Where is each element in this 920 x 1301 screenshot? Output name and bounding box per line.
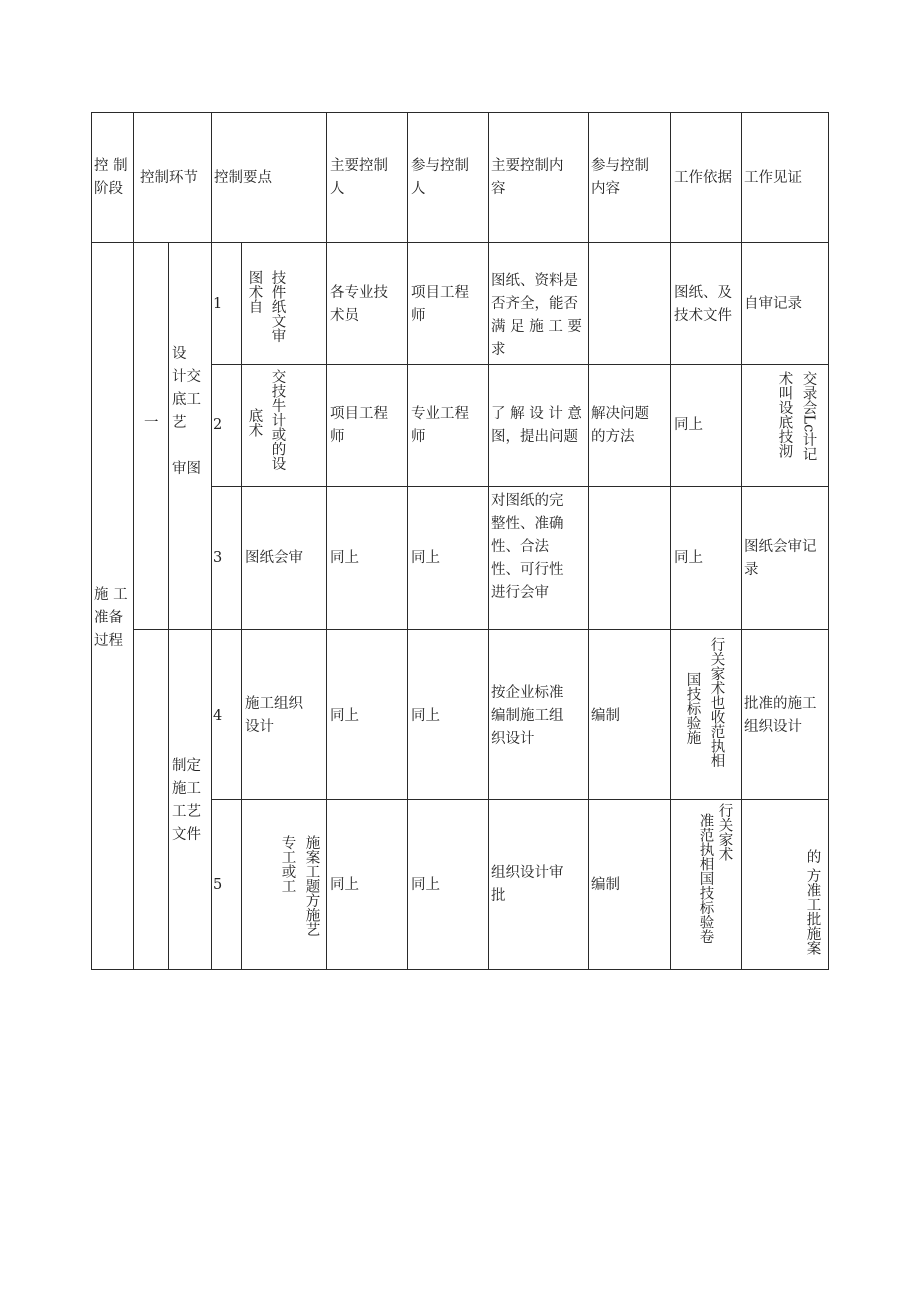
row5-basis-col-a: 行关家术: [716, 803, 733, 861]
row3-evidence: 图纸会审记 录: [744, 539, 817, 578]
row1-point-col-b: 图术自: [246, 270, 263, 314]
row2-part-content: 解决问题 的方法: [591, 406, 649, 445]
col-line-link: [211, 112, 212, 970]
row4-part-person: 同上: [330, 708, 359, 724]
col-line-part-person: [488, 112, 489, 970]
row2-main-content: 了 解 设 计 意 图，提出问题: [491, 406, 582, 445]
section2-link: 制定 施工 工艺 文件: [172, 758, 201, 843]
col-line-sub: [168, 242, 169, 970]
row4-main-content: 按企业标准 编制施工组 织设计: [491, 685, 564, 747]
row2-main-person: 项目工程 师: [330, 406, 388, 445]
row-divider-4: [211, 799, 829, 800]
row1-number: 1: [213, 296, 223, 312]
section1-link: 设 计交 底工 艺 审图: [172, 346, 201, 477]
row3-part-person: 同上: [411, 550, 440, 566]
row4-basis-col-a: 行关家术也收范执相: [708, 637, 725, 768]
section1-number: 一: [144, 415, 159, 431]
row3-main-person: 同上: [330, 550, 359, 566]
row3-basis: 同上: [674, 550, 703, 566]
row5-point-col-a: 施案工题方施艺: [303, 835, 320, 937]
row4-part-content: 编制: [591, 708, 620, 724]
table-border-top: [91, 112, 829, 113]
row2-evidence-col-b: 术叫设底技沏: [776, 371, 793, 458]
row5-basis-col-b: 准范执相国技标验卷: [697, 813, 714, 944]
col-line-stage: [133, 112, 134, 970]
col-line-left: [91, 112, 92, 970]
row5-main-person: 同上: [330, 877, 359, 893]
row4-basis-col-b: 国技标验施: [684, 672, 701, 745]
row-divider-1: [211, 364, 829, 365]
col-line-main-content: [588, 112, 589, 970]
row3-main-content: 对图纸的完 整性、准确 性、合法 性、可行性 进行会审: [491, 493, 564, 601]
col-line-right: [828, 112, 829, 970]
header-main-person: 主要控制 人: [330, 158, 388, 197]
header-basis: 工作依据: [674, 170, 732, 186]
row1-main-person: 各专业技 术员: [330, 285, 388, 324]
row5-evidence-col-a: 的: [804, 849, 821, 864]
row5-number: 5: [213, 877, 223, 893]
row-divider-3: [133, 629, 829, 630]
col-line-num: [241, 242, 242, 970]
row4-number: 4: [213, 708, 223, 724]
header-point: 控制要点: [214, 170, 272, 186]
row3-number: 3: [213, 550, 223, 566]
row-divider-2: [211, 486, 829, 487]
row4-point: 施工组织 设计: [245, 696, 303, 735]
row2-part-person: 专业工程 师: [411, 406, 469, 445]
header-part-person: 参与控制 人: [411, 158, 469, 197]
row4-main-person: 同上: [411, 708, 440, 724]
row5-part-content: 编制: [591, 877, 620, 893]
table-border-bottom: [91, 969, 829, 970]
row4-evidence: 批准的施工 组织设计: [744, 696, 817, 735]
row2-evidence-col-a: 交录会Lc计记: [800, 371, 817, 462]
stage-label: 施 工 准备 过程: [94, 587, 128, 649]
row2-point-col-a: 交技牛计或的设: [269, 369, 286, 471]
row2-point-col-b: 底术: [246, 408, 263, 437]
header-stage: 控 制 阶段: [94, 158, 128, 197]
row3-point: 图纸会审: [245, 550, 303, 566]
col-line-point: [326, 112, 327, 970]
row2-basis: 同上: [674, 417, 703, 433]
row1-evidence: 自审记录: [744, 296, 802, 312]
row1-point-col-a: 技件纸文审: [269, 270, 286, 343]
col-line-basis: [741, 112, 742, 970]
table-header-bottom: [91, 242, 829, 243]
row2-number: 2: [213, 417, 223, 433]
row1-main-content: 图纸、资料是 否齐全，能否 满 足 施 工 要 求: [491, 273, 582, 358]
row1-basis: 图纸、及 技术文件: [674, 285, 732, 324]
header-evidence: 工作见证: [744, 170, 802, 186]
header-link: 控制环节: [140, 170, 198, 186]
col-line-part-content: [670, 112, 671, 970]
header-part-content: 参与控制 内容: [591, 158, 649, 197]
row5-point-col-b: 专工或工: [279, 835, 296, 893]
row5-main-content: 组织设计审 批: [491, 865, 564, 904]
row1-part-person: 项目工程 师: [411, 285, 469, 324]
row5-evidence-col-b: 方准工批施案: [804, 868, 821, 955]
row5-part-person: 同上: [411, 877, 440, 893]
header-main-content: 主要控制内 容: [491, 158, 564, 197]
col-line-main-person: [407, 112, 408, 970]
